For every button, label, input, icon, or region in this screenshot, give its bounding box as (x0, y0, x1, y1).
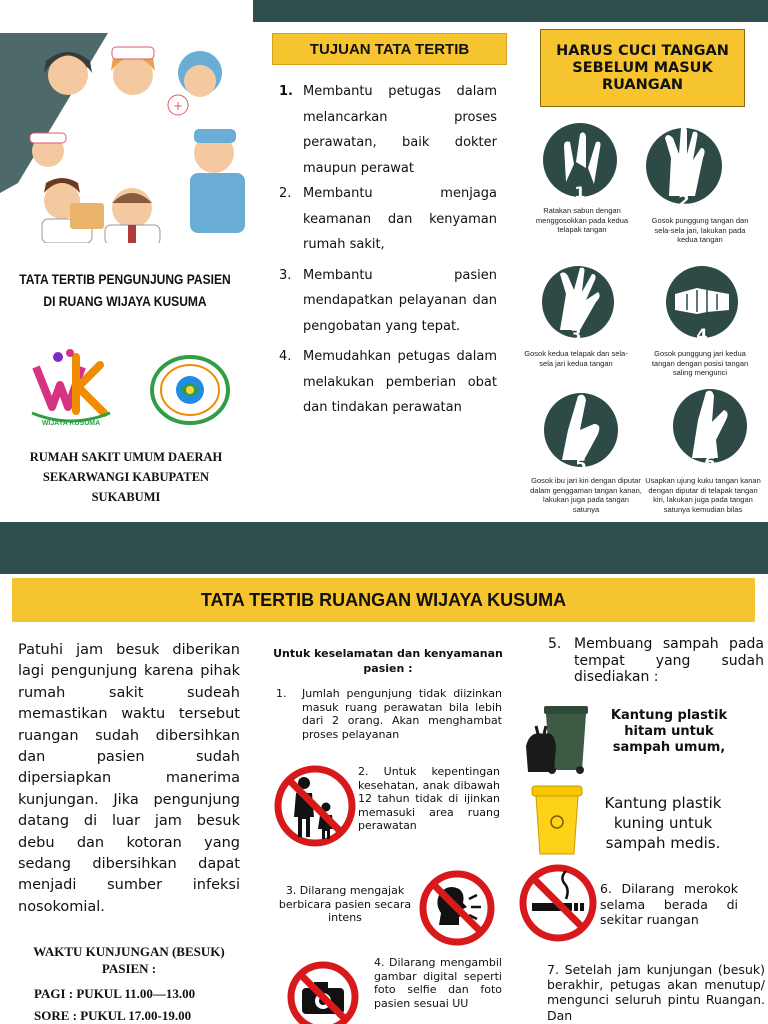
black-bag-label: Kantung plastik hitam untuk sampah umum, (610, 708, 728, 755)
svg-text:+: + (173, 99, 184, 113)
rs-sekarwangi-logo-icon (150, 355, 230, 425)
section-divider-bar (0, 522, 768, 574)
cuci-tangan-heading: HARUS CUCI TANGAN SEBELUM MASUK RUANGAN (540, 29, 745, 107)
handwash-step-5-caption: Gosok ibu jari kiri dengan diputar dalam genggaman tangan kanan, lakukan juga pada tangan satunya (530, 476, 642, 514)
svg-text:1: 1 (574, 183, 586, 202)
no-smoking-icon (518, 863, 598, 943)
visiting-hours-morning: PAGI : PUKUL 11.00—13.00 (34, 986, 196, 1001)
tujuan-list (279, 79, 497, 427)
rule-1-text: Jumlah pengunjung tidak diizinkan masuk ruang perawatan bila lebih dari 2 orang. Akan menghambat proses pelayanan (302, 687, 502, 741)
handwash-step-6-icon (670, 370, 750, 474)
list-item: 4. Memudahkan petugas dalam melakukan pemberian obat dan tindakan perawatan (279, 349, 497, 415)
handwash-step-4-icon (663, 254, 741, 346)
handwash-step-4-caption: Gosok punggung jari kedua tangan dengan posisi tangan saling mengunci (651, 349, 749, 377)
svg-text:6: 6 (704, 453, 716, 472)
wijaya-kusuma-logo-icon (28, 345, 114, 430)
handwash-step-3-caption: Gosok kedua telapak dan sela-sela jari kedua tangan (524, 349, 628, 368)
handwash-step-1-caption: Ratakan sabun dengan menggosokkan pada kedua telapak tangan (535, 206, 629, 234)
visiting-hours-heading: WAKTU KUNJUNGAN (BESUK) PASIEN : (33, 944, 225, 976)
top-header-bar (253, 0, 768, 22)
no-camera-icon (286, 960, 360, 1024)
rule-7-text: 7. Setelah jam kunjungan (besuk) berakhir, petugas akan menutup/ mengunci seluruh pintu Ruangan. Dan (547, 962, 765, 1023)
yellow-medical-bin-icon (528, 782, 586, 858)
rule-2-text: 2. Untuk kepentingan kesehatan, anak dibawah 12 tahun tidak di ijinkan memasuki area ruang perawatan (358, 765, 500, 833)
rule-4-text: 4. Dilarang mengambil gambar digital seperti foto selfie dan foto pasien sesuai UU (374, 956, 502, 1010)
svg-text:4: 4 (696, 325, 708, 344)
rule-6-text: 6. Dilarang merokok selama berada di sekitar ruangan (600, 881, 738, 927)
visiting-rules-paragraph: Patuhi jam besuk diberikan lagi pengunjung karena pihak rumah sakit sudeah memastikan waktu tersebut ruangan sudah dibersihkan dan pasien sudah dipersiapkan manerima kunjungan. Jika pengunjung datang di luar jam besuk debu dan kotoran yang sedang dibersihkan dapat menjadi sumber infeksi nosokomial. (18, 642, 240, 915)
handwash-step-5-icon (540, 378, 622, 474)
svg-text:3: 3 (570, 325, 582, 344)
no-children-icon (274, 765, 356, 847)
svg-text:2: 2 (678, 191, 690, 210)
list-item: 2. Membantu menjaga keamanan dan kenyaman rumah sakit, (279, 186, 497, 252)
handwash-step-2-caption: Gosok punggung tangan dan sela-sela jari, lakukan pada kedua tangan (651, 216, 749, 244)
svg-text:WIJAYA KUSUMA: WIJAYA KUSUMA (41, 420, 101, 427)
handwash-step-3-icon (540, 250, 616, 346)
black-trash-bin-icon (522, 700, 592, 776)
rule-5: 5. Membuang sampah pada tempat yang sudah disediakan : (548, 636, 764, 685)
rule-3-text: 3. Dilarang mengajak berbicara pasien secara intens (278, 884, 412, 925)
leaflet-title: TATA TERTIB PENGUNJUNG PASIEN DI RUANG WIJAYA KUSUMA (19, 271, 231, 309)
hospital-name: RUMAH SAKIT UMUM DAERAH SEKARWANGI KABUPATEN SUKABUMI (29, 450, 223, 504)
visiting-hours-evening: SORE : PUKUL 17.00-19.00 (34, 1008, 192, 1023)
list-item: 1. Membantu petugas dalam melancarkan proses perawatan, baik dokter maupun perawat (279, 84, 497, 176)
tujuan-heading: TUJUAN TATA TERTIB (272, 33, 507, 65)
handwash-step-1-icon (540, 112, 620, 204)
rule-1-number: 1. (276, 687, 287, 700)
safety-heading: Untuk keselamatan dan kenyamanan pasien : (273, 647, 503, 675)
handwash-step-2-icon (643, 108, 725, 214)
medical-staff-illustration (0, 33, 250, 243)
list-item: 3. Membantu pasien mendapatkan pelayanan dan pengobatan yang tepat. (279, 267, 497, 334)
no-talking-icon (419, 869, 495, 947)
yellow-bag-label: Kantung plastik kuning untuk sampah medis. (604, 794, 722, 852)
svg-text:5: 5 (575, 455, 587, 474)
tata-tertib-banner: TATA TERTIB RUANGAN WIJAYA KUSUMA (12, 578, 755, 622)
handwash-step-6-caption: Usapkan ujung kuku tangan kanan dengan diputar di telapak tangan kiri, lakukan juga pada tangan satunya kemudian bilas (645, 476, 761, 514)
